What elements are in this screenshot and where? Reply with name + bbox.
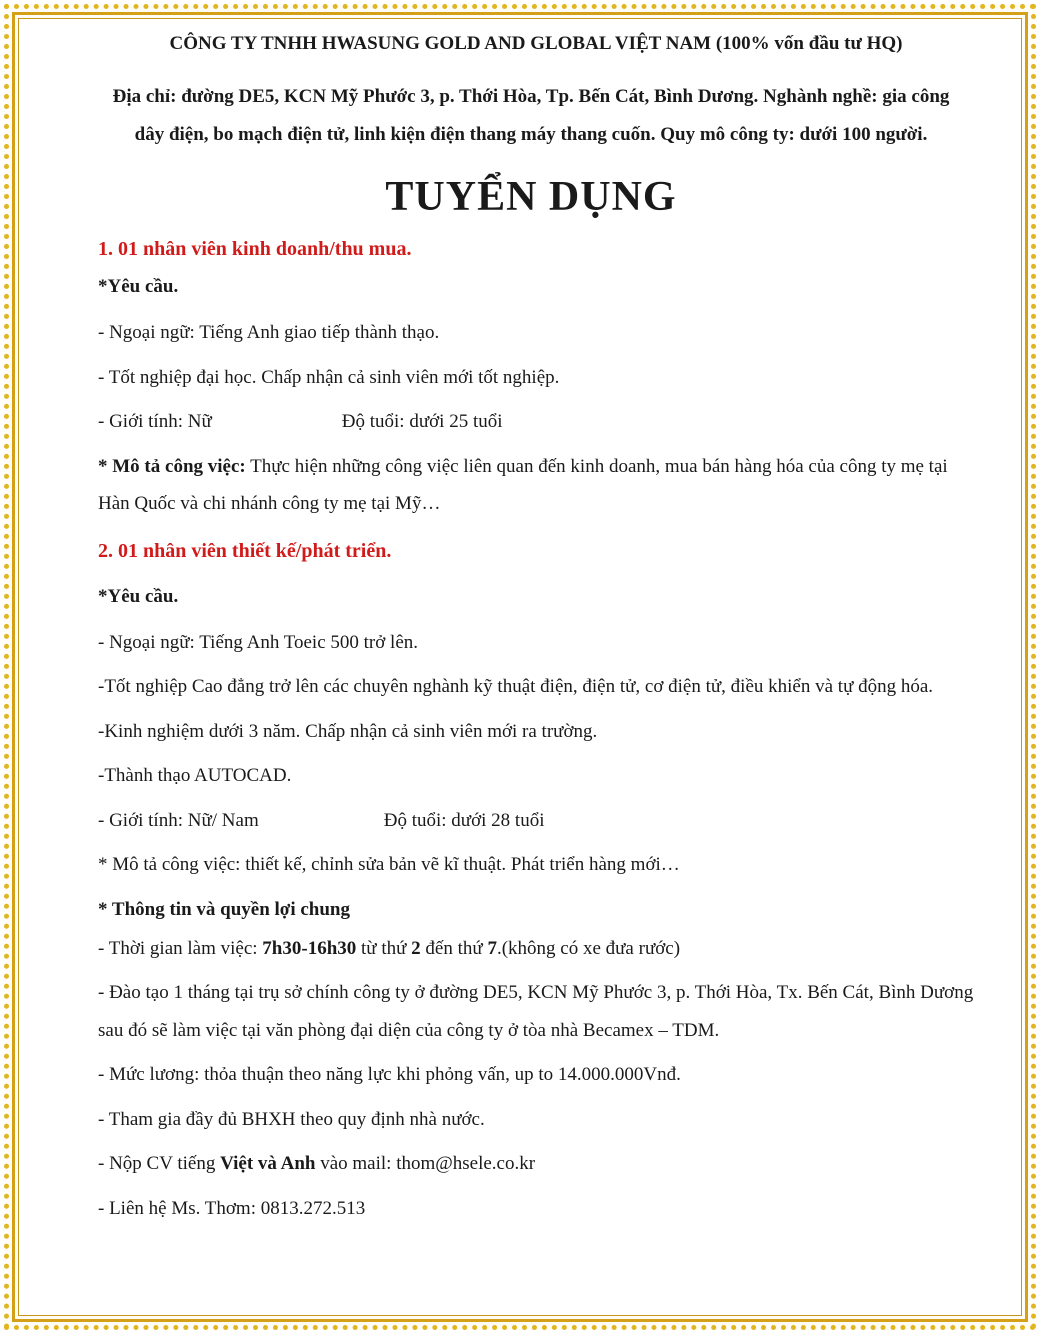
general-info-title: * Thông tin và quyền lợi chung [98, 898, 350, 920]
working-hours [98, 930, 964, 968]
position-2-experience: -Kinh nghiệm dưới 3 năm. Chấp nhận cả sinh viên mới ra trường. [98, 720, 598, 742]
cv-prefix: - Nộp CV tiếng [98, 1153, 221, 1174]
working-hours-mid2: đến thứ [420, 937, 488, 959]
position-2-age: Độ tuổi: dưới 28 tuổi [383, 809, 545, 831]
insurance-info: - Tham gia đầy đủ BHXH theo quy định nhà nước. [98, 1108, 485, 1130]
position-1-requirements-label: *Yêu cầu. [98, 276, 179, 297]
working-hours-day-end: 7 [487, 937, 497, 959]
company-address: Địa chỉ: đường DE5, KCN Mỹ Phước 3, p. Thới Hòa, Tp. Bến Cát, Bình Dương. Nghành nghề: gia công dây điện, bo mạch điện tử, linh kiện điện thang máy thang cuốn. Quy mô công ty: dưới 100 người. [112, 86, 950, 145]
position-1-language: - Ngoại ngữ: Tiếng Anh giao tiếp thành thạo. [98, 322, 440, 343]
position-2-education: -Tốt nghiệp Cao đẳng trở lên các chuyên nghành kỹ thuật điện, điện tử, cơ điện tử, điều khiển và tự động hóa. [98, 676, 934, 697]
training-info: - Đào tạo 1 tháng tại trụ sở chính công ty ở đường DE5, KCN Mỹ Phước 3, p. Thới Hòa, Tx. Bến Cát, Bình Dương sau đó sẽ làm việc tại văn phòng đại diện của công ty ở tòa nhà Becamex – TDM. [98, 982, 974, 1041]
position-2-description: * Mô tả công việc: thiết kế, chỉnh sửa bản vẽ kĩ thuật. Phát triển hàng mới… [98, 854, 680, 875]
page-title: TUYỂN DỤNG [385, 174, 677, 220]
salary-info: - Mức lương: thỏa thuận theo năng lực khi phỏng vấn, up to 14.000.000Vnđ. [98, 1064, 681, 1085]
company-name: CÔNG TY TNHH HWASUNG GOLD AND GLOBAL VIỆT NAM (100% vốn đầu tư HQ) [169, 33, 903, 54]
position-2-gender-age [98, 802, 964, 840]
position-2-language: - Ngoại ngữ: Tiếng Anh Toeic 500 trở lên. [98, 631, 419, 653]
position-1-education: - Tốt nghiệp đại học. Chấp nhận cả sinh viên mới tốt nghiệp. [98, 366, 560, 388]
position-1-gender-age [98, 403, 964, 441]
document-content [98, 30, 974, 1227]
position-1-gender: - Giới tính: Nữ [98, 411, 212, 432]
position-2-software: -Thành thạo AUTOCAD. [98, 765, 292, 786]
position-1-description-text: Thực hiện những công việc liên quan đến kinh doanh, mua bán hàng hóa của công ty mẹ tại Hàn Quốc và chi nhánh công ty mẹ tại Mỹ… [98, 455, 948, 514]
cv-languages: Việt và Anh [220, 1153, 316, 1174]
working-hours-day-start: 2 [411, 937, 421, 959]
position-2-gender: - Giới tính: Nữ/ Nam [98, 809, 259, 831]
position-1-age: Độ tuổi: dưới 25 tuổi [341, 411, 503, 432]
cv-submission [98, 1145, 964, 1183]
position-2-title: 2. 01 nhân viên thiết kế/phát triển. [98, 539, 392, 562]
working-hours-mid1: từ thứ [356, 937, 412, 959]
contact-info: - Liên hệ Ms. Thơm: 0813.272.513 [98, 1197, 366, 1219]
working-hours-time: 7h30-16h30 [262, 937, 357, 959]
position-2-requirements-label: *Yêu cầu. [98, 585, 179, 607]
position-1-title: 1. 01 nhân viên kinh doanh/thu mua. [98, 238, 412, 260]
working-hours-prefix: - Thời gian làm việc: [98, 937, 263, 959]
position-1-description [98, 448, 964, 523]
working-hours-suffix: .(không có xe đưa rước) [496, 937, 681, 959]
position-1-description-label: * Mô tả công việc: [98, 455, 246, 477]
cv-email: vào mail: thom@hsele.co.kr [315, 1153, 536, 1174]
